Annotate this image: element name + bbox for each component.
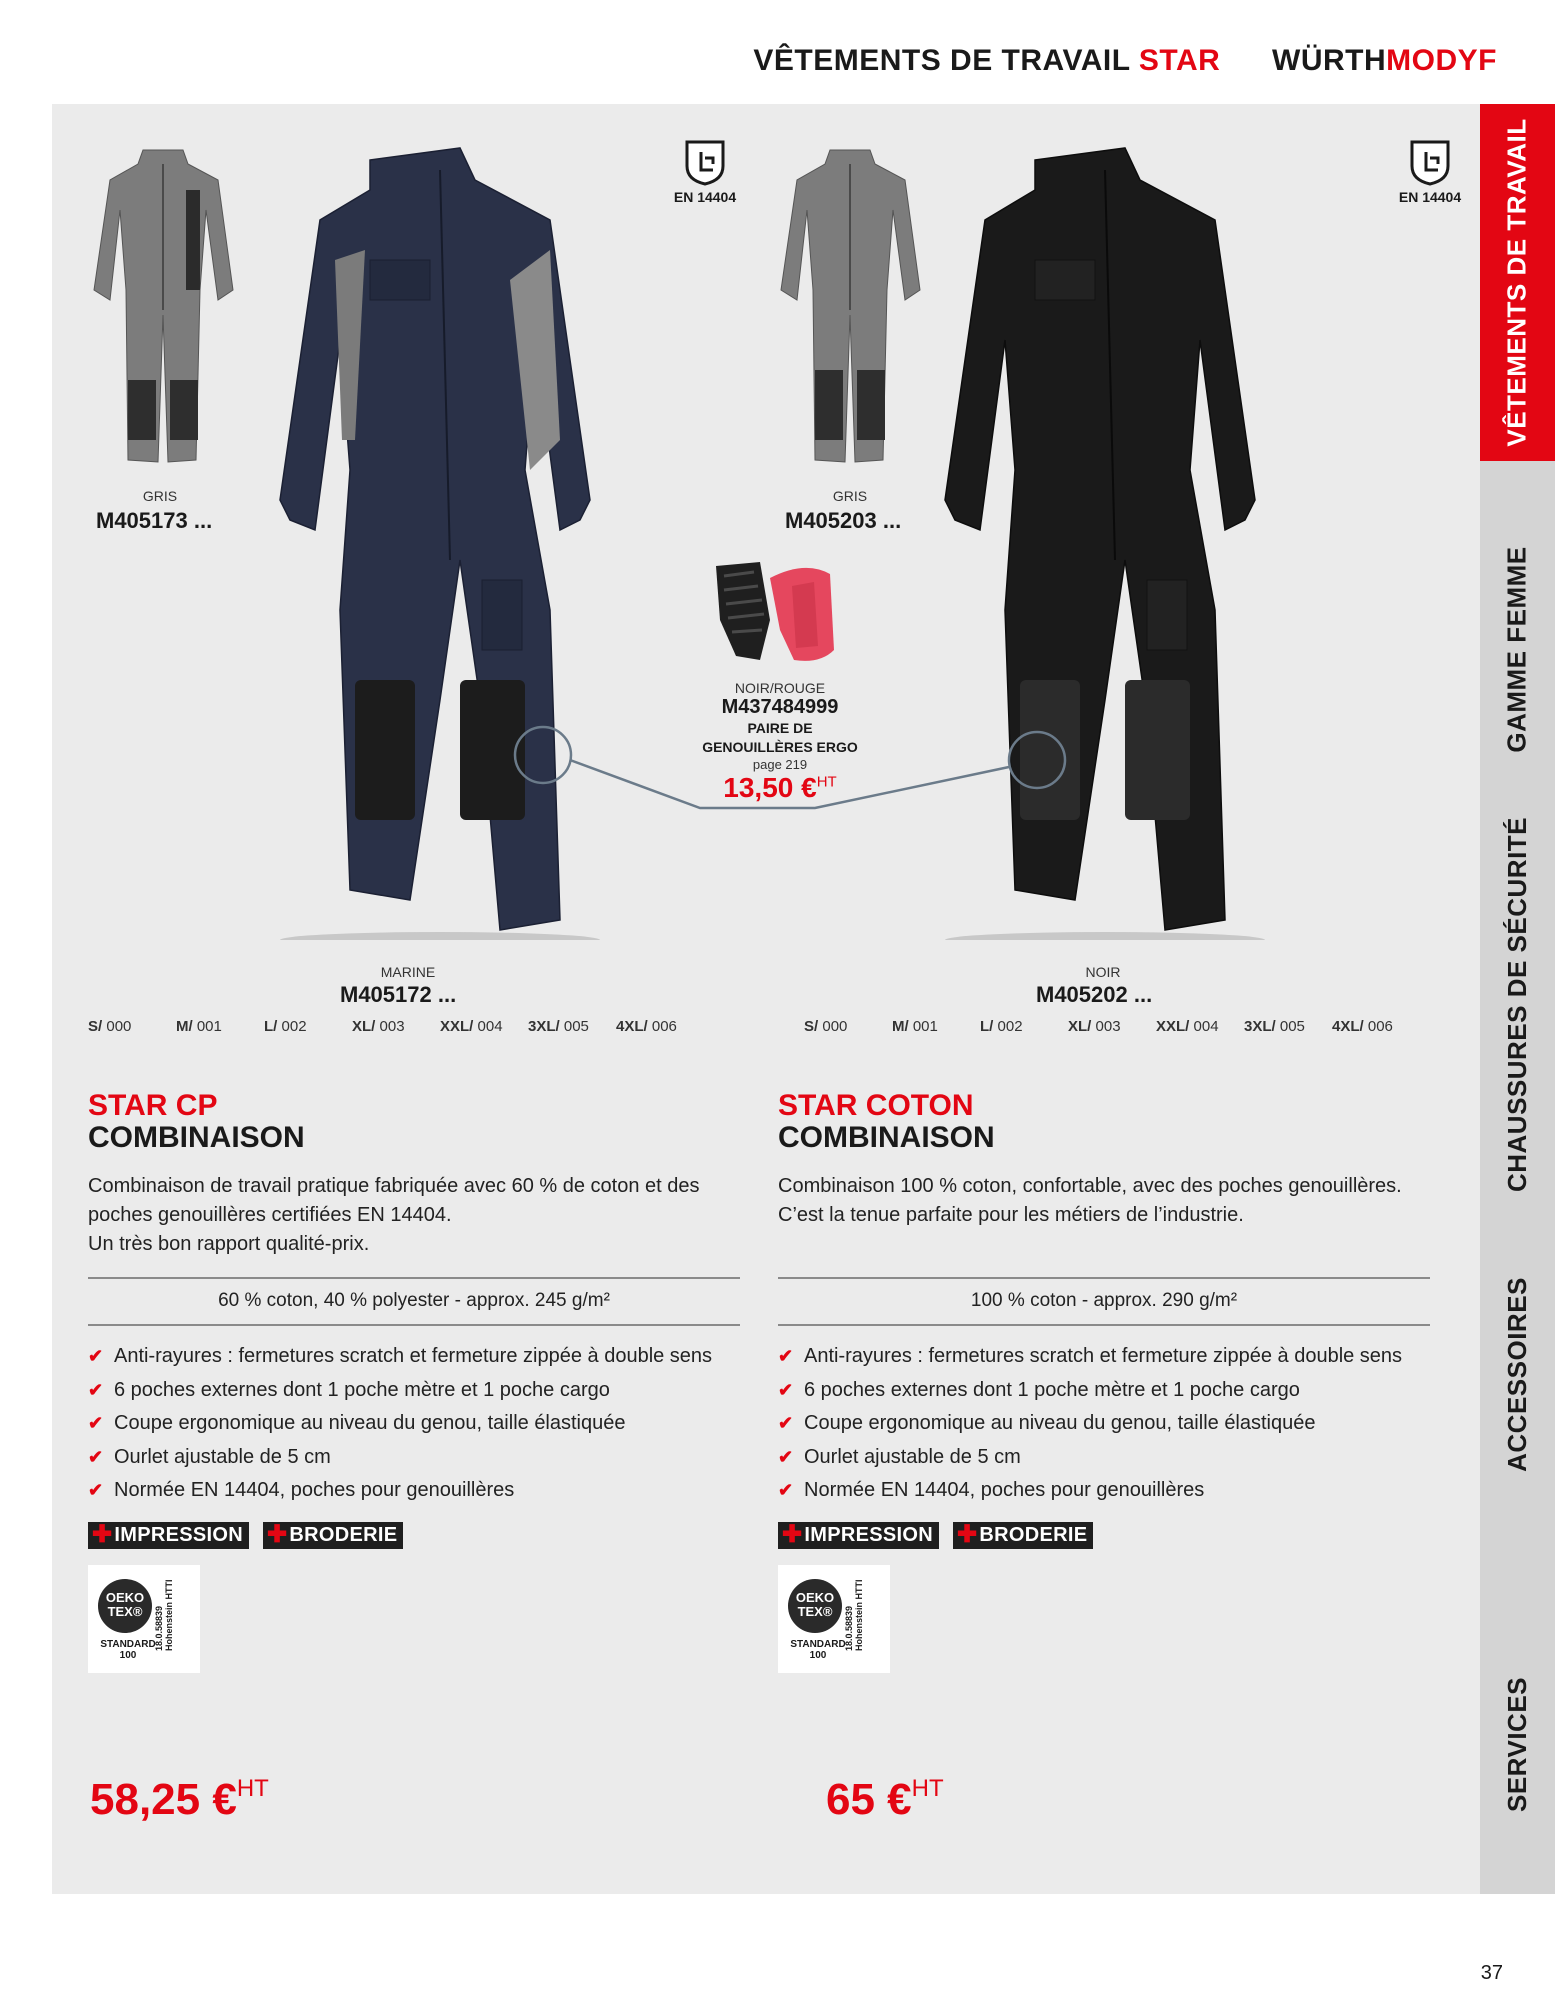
tab-services[interactable]: SERVICES: [1502, 1676, 1533, 1812]
left-price: 58,25 €$^{HT}$: [90, 1775, 269, 1824]
brand-suffix: MODYF: [1386, 44, 1497, 77]
size-item: XL/ 003: [352, 1018, 405, 1035]
feature-item: ✔ Coupe ergonomique au niveau du genou, taille élastiquée: [88, 1407, 740, 1441]
brand-name: WÜRTH: [1272, 44, 1387, 77]
product-features: [88, 1340, 740, 1508]
right-main-reference: M405202 ...: [1036, 982, 1153, 1007]
size-item: 3XL/ 005: [528, 1018, 589, 1035]
right-alt-color: GRIS: [832, 488, 868, 504]
size-item: L/ 002: [264, 1018, 307, 1035]
impression-badge: ✚ IMPRESSION: [88, 1522, 249, 1549]
page-number: 37: [1480, 1962, 1503, 1984]
feature-item: ✔ Ourlet ajustable de 5 cm: [778, 1441, 1430, 1475]
broderie-badge: ✚ BRODERIE: [953, 1522, 1093, 1549]
left-size-list: [88, 1018, 704, 1035]
check-icon: ✔: [88, 1413, 104, 1433]
size-item: S/ 000: [804, 1018, 848, 1035]
check-icon: ✔: [88, 1446, 104, 1467]
coverall-noir-image: [925, 140, 1265, 940]
feature-item: ✔ Ourlet ajustable de 5 cm: [88, 1441, 740, 1475]
feature-item: ✔ 6 poches externes dont 1 poche mètre et 1 poche cargo: [778, 1374, 1430, 1408]
size-item: 4XL/ 006: [1332, 1018, 1393, 1035]
size-item: XXL/ 004: [440, 1018, 503, 1035]
left-certification-label: EN 14404: [673, 189, 737, 205]
header-range: STAR: [1138, 44, 1221, 77]
tab-accessoires[interactable]: ACCESSOIRES: [1502, 1276, 1533, 1472]
shield-icon: [1408, 138, 1452, 186]
tab-gamme-femme[interactable]: GAMME FEMME: [1502, 545, 1533, 753]
kneepad-reference: M437484999: [721, 696, 839, 718]
left-alt-reference: M405173 ...: [96, 508, 213, 533]
kneepad-color: NOIR/ROUGE: [734, 680, 826, 696]
tab-chaussures-de-securite[interactable]: CHAUSSURES DE SÉCURITÉ: [1502, 816, 1532, 1192]
left-certification: [665, 138, 745, 205]
feature-item: ✔ Normée EN 14404, poches pour genouillères: [88, 1474, 740, 1508]
kneepad-page-ref: page 219: [752, 757, 808, 772]
right-certification-label: EN 14404: [1398, 189, 1462, 205]
size-item: 4XL/ 006: [616, 1018, 677, 1035]
product-type: COMBINAISON: [88, 1121, 305, 1154]
product-name: STAR CP: [88, 1089, 218, 1122]
check-icon: ✔: [88, 1480, 104, 1500]
check-icon: ✔: [778, 1346, 794, 1366]
kneepad-image: [710, 560, 840, 665]
kneepad-price: 13,50 €$^{HT}$: [723, 772, 837, 803]
size-item: 3XL/ 005: [1244, 1018, 1305, 1035]
product-description: Combinaison de travail pratique fabriquée avec 60 % de coton et des poches genouillères certifiées EN 14404. Un très bon rapport qualité-prix.: [88, 1175, 700, 1255]
size-item: S/ 000: [88, 1018, 132, 1035]
right-alt-reference: M405203 ...: [785, 508, 902, 533]
side-navigation: [1480, 104, 1555, 1894]
right-size-list: [804, 1018, 1420, 1035]
feature-item: ✔ Anti-rayures : fermetures scratch et fermeture zippée à double sens: [778, 1340, 1430, 1374]
check-icon: ✔: [778, 1413, 794, 1433]
left-main-reference: M405172 ...: [340, 982, 457, 1007]
size-item: XXL/ 004: [1156, 1018, 1219, 1035]
customization-badges: [778, 1522, 1430, 1549]
product-name: STAR COTON: [778, 1089, 974, 1122]
coverall-grey-small-right-image: [775, 140, 925, 470]
product-fabric: 100 % coton - approx. 290 g/m²: [778, 1277, 1430, 1326]
kneepad-description-1: PAIRE DE: [747, 720, 813, 736]
size-item: M/ 001: [176, 1018, 222, 1035]
impression-badge: ✚ IMPRESSION: [778, 1522, 939, 1549]
product-star-cp: [88, 1090, 740, 1673]
customization-badges: [88, 1522, 740, 1549]
kneepad-description-2: GENOUILLÈRES ERGO: [702, 739, 858, 755]
product-type: COMBINAISON: [778, 1121, 995, 1154]
product-features: [778, 1340, 1430, 1508]
feature-item: ✔ Normée EN 14404, poches pour genouillères: [778, 1474, 1430, 1508]
size-item: L/ 002: [980, 1018, 1023, 1035]
plus-icon: ✚: [92, 1521, 113, 1548]
plus-icon: ✚: [782, 1521, 803, 1548]
kneepad-info: [680, 680, 880, 804]
size-item: XL/ 003: [1068, 1018, 1121, 1035]
feature-item: ✔ 6 poches externes dont 1 poche mètre et 1 poche cargo: [88, 1374, 740, 1408]
plus-icon: ✚: [267, 1521, 288, 1548]
left-alt-color: GRIS: [142, 488, 178, 504]
coverall-grey-small-left-image: [88, 140, 238, 470]
product-star-coton: [778, 1090, 1430, 1673]
oeko-tex-label: OEKO TEX® STANDARD 100 18.0.58839 Hohenstein HTTI: [88, 1565, 200, 1673]
page-header: [753, 44, 1497, 78]
right-main-color: NOIR: [1085, 964, 1121, 980]
feature-item: ✔ Coupe ergonomique au niveau du genou, taille élastiquée: [778, 1407, 1430, 1441]
tab-vetements-de-travail[interactable]: VÊTEMENTS DE TRAVAIL: [1480, 104, 1555, 461]
check-icon: ✔: [778, 1446, 794, 1467]
size-item: M/ 001: [892, 1018, 938, 1035]
broderie-badge: ✚ BRODERIE: [263, 1522, 403, 1549]
check-icon: ✔: [88, 1346, 104, 1366]
right-price: 65 €$^{HT}$: [826, 1775, 944, 1824]
left-main-color: MARINE: [380, 964, 436, 980]
shield-icon: [683, 138, 727, 186]
check-icon: ✔: [778, 1379, 794, 1400]
right-certification: [1390, 138, 1470, 205]
product-description: Combinaison 100 % coton, confortable, avec des poches genouillères. C’est la tenue parfaite pour les métiers de l’industrie.: [778, 1175, 1402, 1226]
check-icon: ✔: [778, 1480, 794, 1500]
oeko-tex-logo: OEKO TEX®: [98, 1579, 152, 1633]
product-fabric: 60 % coton, 40 % polyester - approx. 245 g/m²: [88, 1277, 740, 1326]
plus-icon: ✚: [957, 1521, 978, 1548]
oeko-tex-logo: OEKO TEX®: [788, 1579, 842, 1633]
check-icon: ✔: [88, 1379, 104, 1400]
oeko-tex-label: OEKO TEX® STANDARD 100 18.0.58839 Hohenstein HTTI: [778, 1565, 890, 1673]
feature-item: ✔ Anti-rayures : fermetures scratch et fermeture zippée à double sens: [88, 1340, 740, 1374]
header-section: VÊTEMENTS DE TRAVAIL: [753, 44, 1131, 77]
